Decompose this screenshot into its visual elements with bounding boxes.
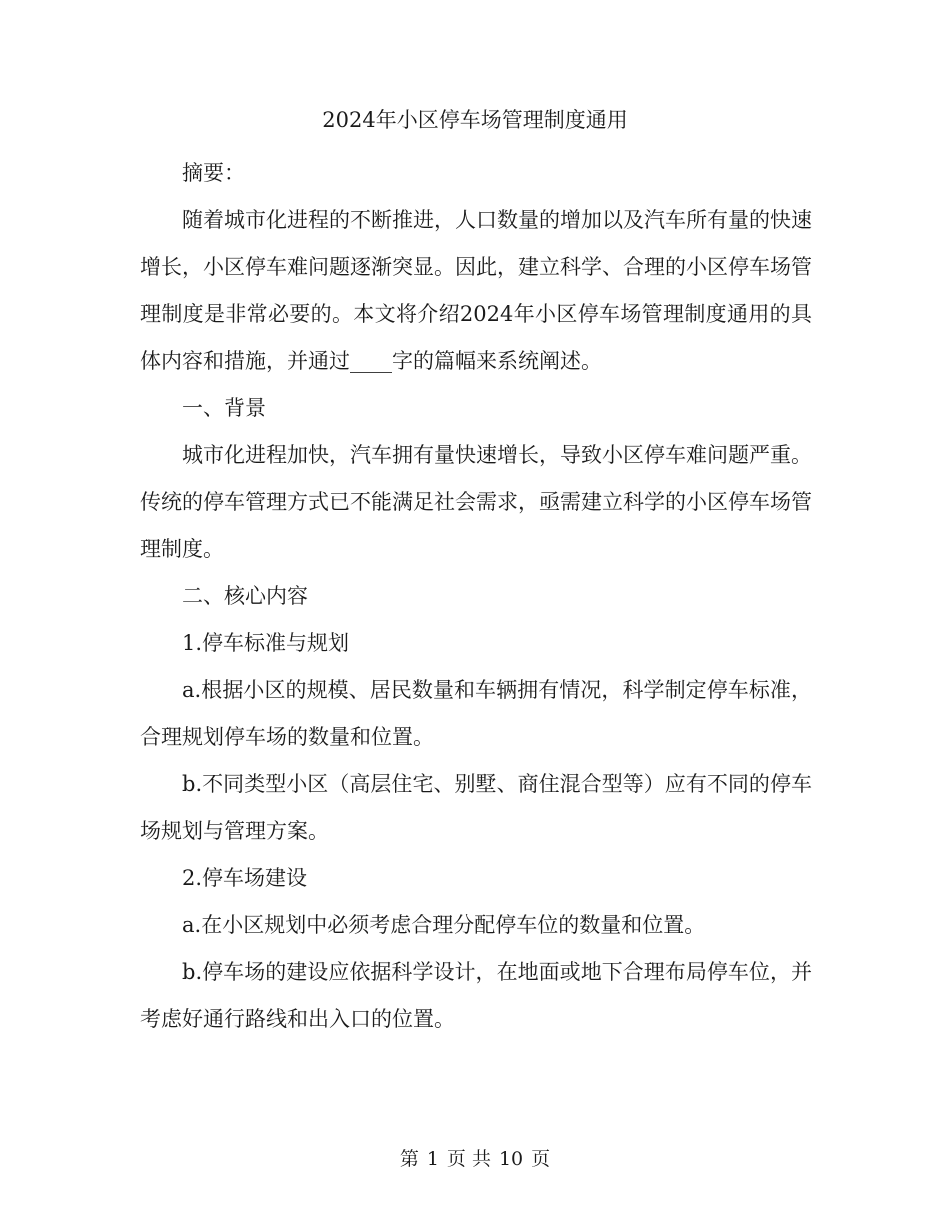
document-title: 2024年小区停车场管理制度通用 <box>322 108 628 132</box>
list-item: b.不同类型小区（高层住宅、别墅、商住混合型等）应有不同的停车场规划与管理方案。 <box>140 772 812 843</box>
document-body <box>140 150 812 1043</box>
page-label-mid: 页 共 <box>446 1148 491 1170</box>
section-heading-background: 一、背景 <box>182 396 266 420</box>
list-item: a.根据小区的规模、居民数量和车辆拥有情况，科学制定停车标准，合理规划停车场的数量和位置。 <box>140 678 812 749</box>
abstract-paragraph: 随着城市化进程的不断推进，人口数量的增加以及汽车所有量的快速增长，小区停车难问题逐渐突显。因此，建立科学、合理的小区停车场管理制度是非常必要的。本文将介绍2024年小区停车场管理制度通用的具体内容和措施，并通过____字的篇幅来系统阐述。 <box>140 208 812 373</box>
page-label-prefix: 第 <box>399 1148 419 1170</box>
page-footer <box>0 1144 950 1174</box>
list-item: a.在小区规划中必须考虑合理分配停车位的数量和位置。 <box>182 913 706 937</box>
page-label-suffix: 页 <box>531 1148 551 1170</box>
current-page-number: 1 <box>426 1148 439 1170</box>
subheading-parking-standards: 1.停车标准与规划 <box>182 631 350 655</box>
subheading-parking-construction: 2.停车场建设 <box>182 866 308 890</box>
list-item: b.停车场的建设应依据科学设计，在地面或地下合理布局停车位，并考虑好通行路线和出入口的位置。 <box>140 960 812 1031</box>
total-pages-number: 10 <box>498 1148 524 1170</box>
background-paragraph: 城市化进程加快，汽车拥有量快速增长，导致小区停车难问题严重。传统的停车管理方式已不能满足社会需求，亟需建立科学的小区停车场管理制度。 <box>140 443 812 561</box>
section-heading-core-content: 二、核心内容 <box>182 584 308 608</box>
abstract-heading: 摘要： <box>182 161 245 185</box>
